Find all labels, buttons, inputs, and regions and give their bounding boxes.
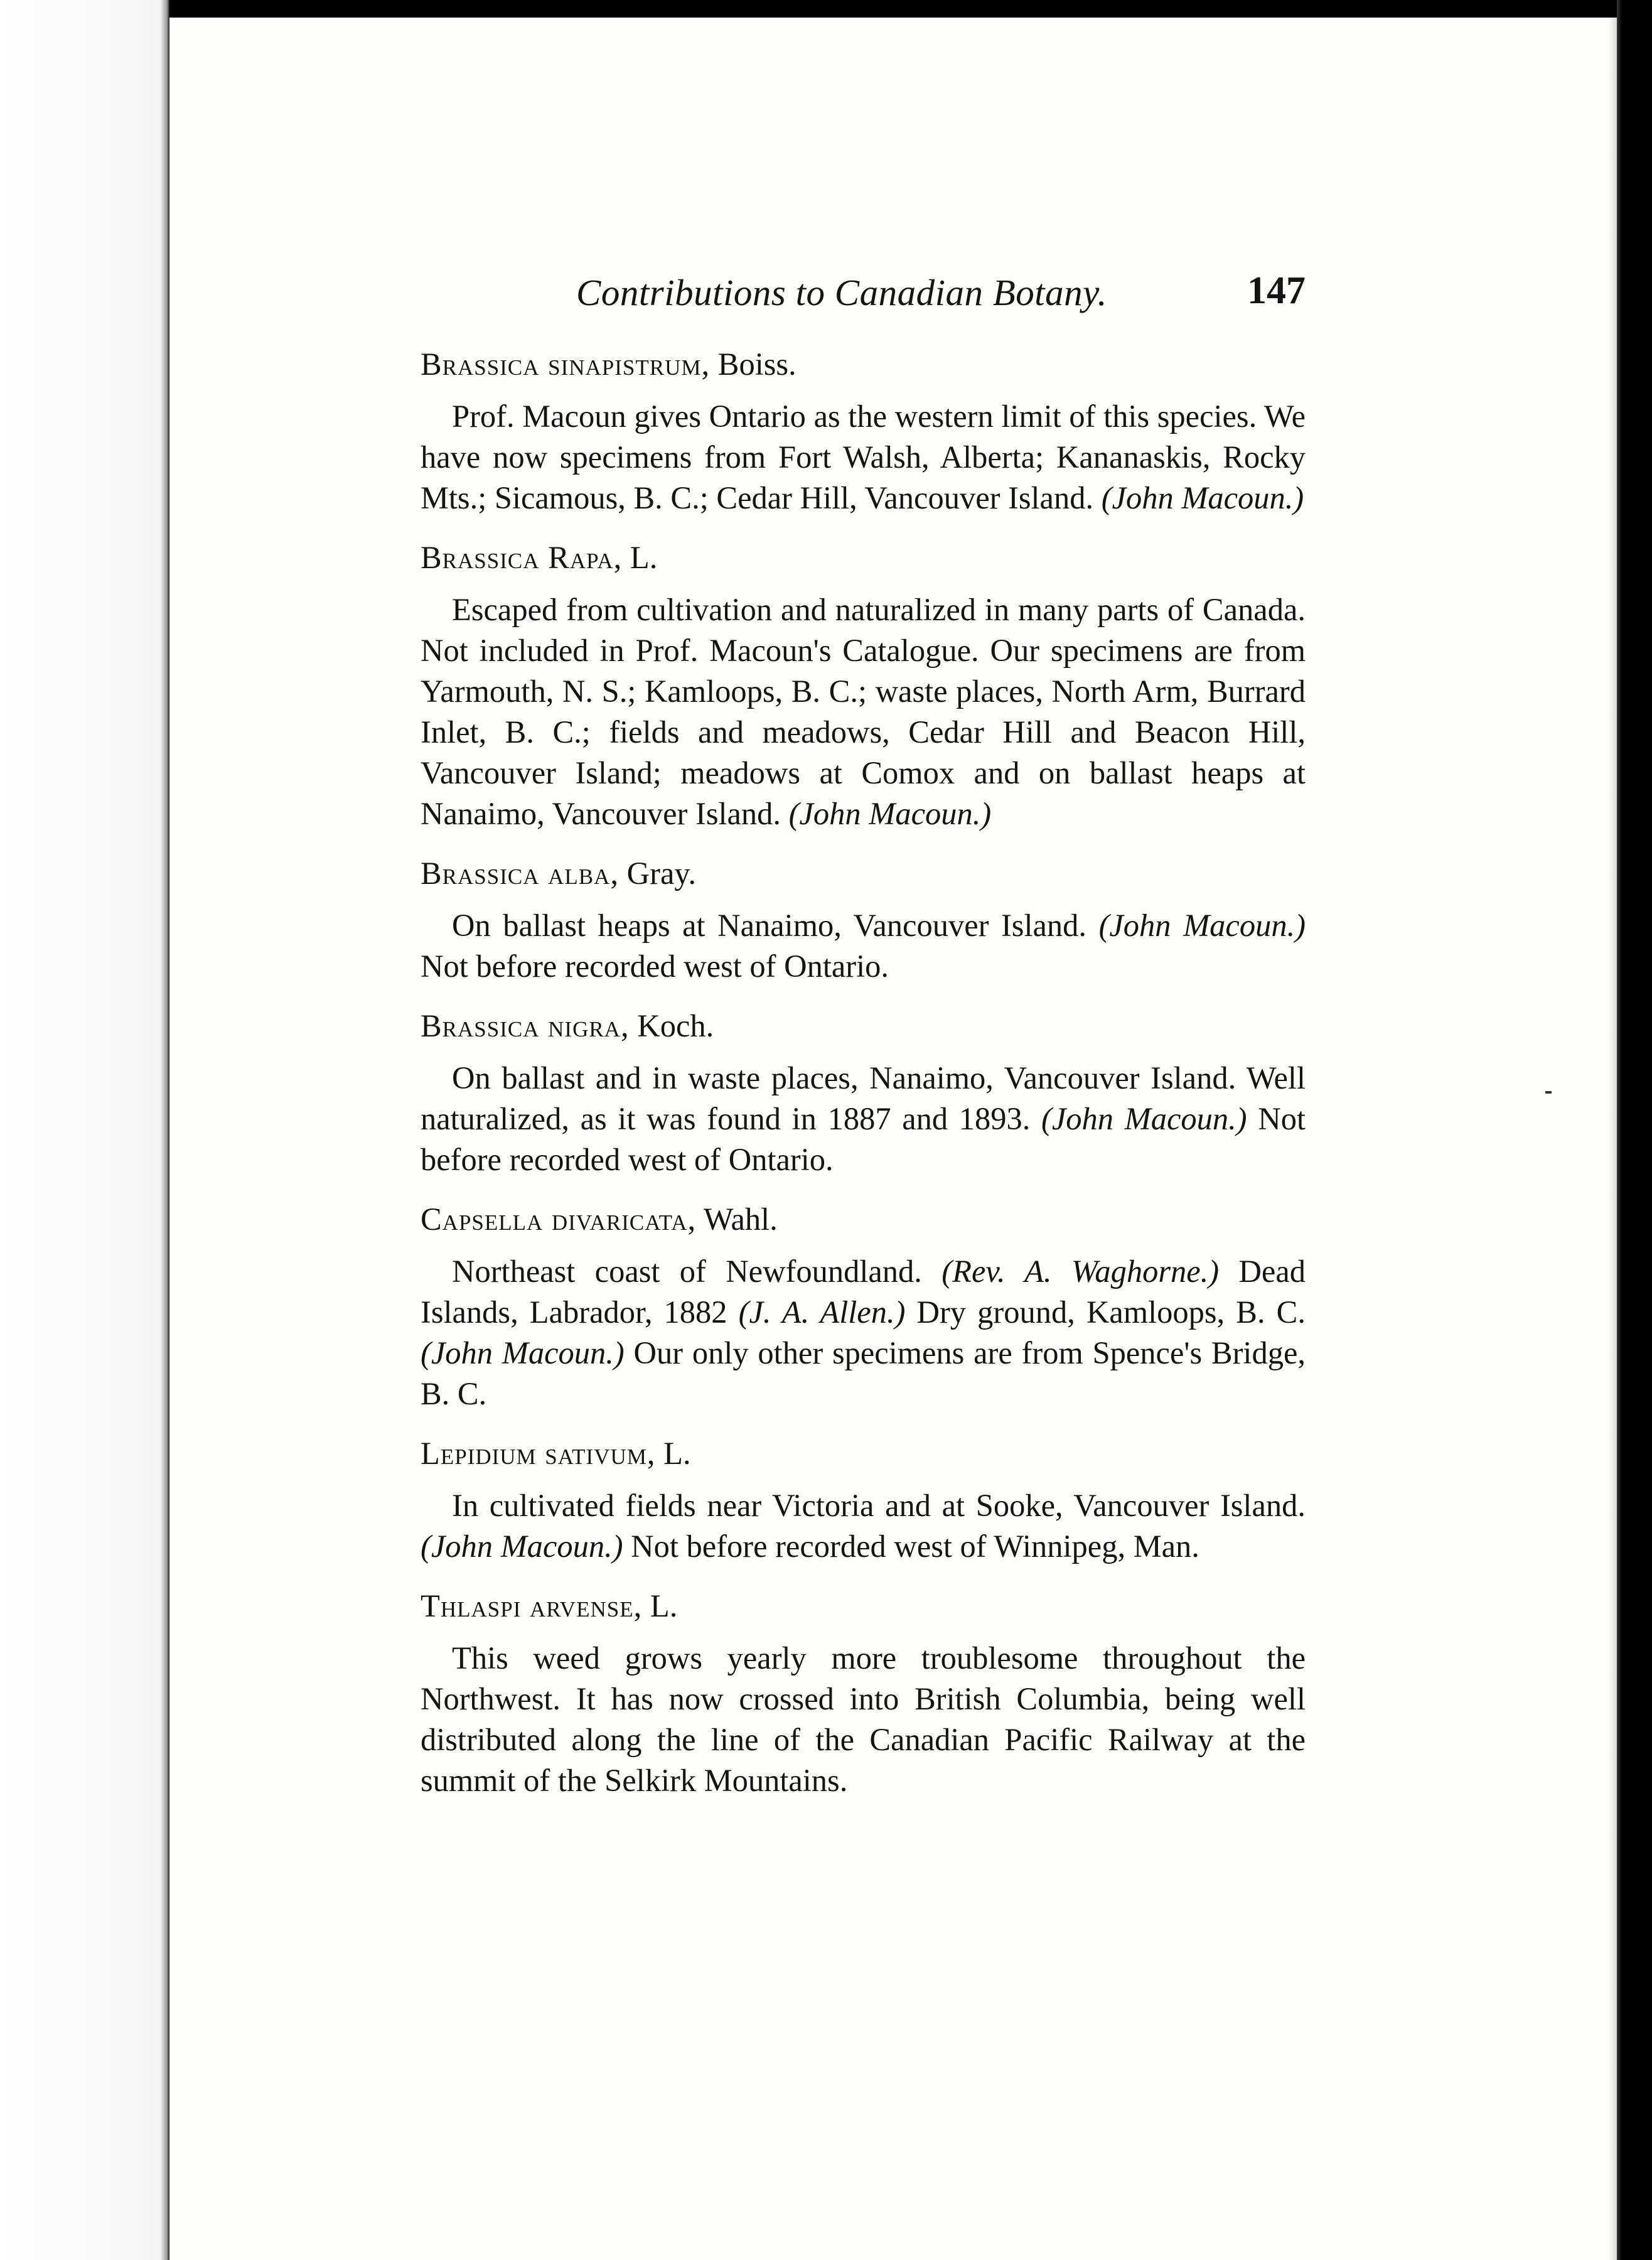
collector-citation: (John Macoun.) <box>421 1335 625 1370</box>
collector-citation: (Rev. A. Waghorne.) <box>941 1254 1220 1289</box>
description-text: Not before recorded west of Winnipeg, Man. <box>623 1529 1199 1564</box>
species-description <box>421 905 1306 987</box>
species-entry <box>421 853 1306 987</box>
species-authority: Boiss. <box>717 347 796 382</box>
description-text: Not before recorded west of Ontario. <box>421 949 889 984</box>
scan-speck <box>1545 1091 1552 1094</box>
species-authority: L. <box>650 1588 678 1623</box>
species-name: Brassica Rapa, <box>421 540 623 575</box>
species-description <box>421 1485 1306 1567</box>
description-text: Dead Islands, Labrador, 1882 <box>421 1254 1306 1330</box>
species-heading <box>421 1006 1306 1047</box>
description-text: In cultivated fields near Victoria and at Sooke, Vancouver Island. <box>452 1488 1306 1523</box>
collector-citation: (John Macoun.) <box>1101 480 1304 515</box>
species-authority: Koch. <box>637 1008 714 1043</box>
collector-citation: (John Macoun.) <box>1041 1101 1247 1136</box>
species-name: Brassica alba, <box>421 856 620 891</box>
species-name: Lepidium sativum, <box>421 1436 656 1471</box>
species-entry <box>421 1433 1306 1567</box>
scan-right-border <box>1617 0 1652 2260</box>
page-number: 147 <box>1247 269 1306 312</box>
species-name: Brassica nigra, <box>421 1008 630 1043</box>
running-title: Contributions to Canadian Botany. <box>576 272 1107 313</box>
species-description <box>421 1058 1306 1180</box>
species-heading <box>421 1433 1306 1474</box>
collector-citation: (John Macoun.) <box>1098 908 1306 943</box>
species-authority: L. <box>630 540 658 575</box>
species-description <box>421 589 1306 834</box>
species-name: Brassica sinapistrum, <box>421 347 711 382</box>
scan-left-margin <box>0 0 169 2260</box>
species-authority: Gray. <box>626 856 696 891</box>
scan-top-border <box>0 0 1652 18</box>
page-header <box>421 271 1306 321</box>
description-text: This weed grows yearly more troublesome throughout the Northwest. It has now crossed into British Columbia, being well distributed along the line of the Canadian Pacific Railway at the summit of the Selkirk Mountains. <box>421 1640 1306 1798</box>
description-text: On ballast heaps at Nanaimo, Vancouver Island. <box>452 908 1099 943</box>
collector-citation: (John Macoun.) <box>788 796 992 831</box>
species-description <box>421 396 1306 519</box>
species-entry <box>421 1199 1306 1414</box>
description-text: Escaped from cultivation and naturalized in many parts of Canada. Not included in Prof. Macoun's Catalogue. Our specimens are from Yarmouth, N. S.; Kamloops, B. C.; waste places, North Arm, Burrard Inlet, B. C.; fields and meadows, Cedar Hill and Beacon Hill, Vancouver Island; meadows at Comox and on ballast heaps at Nanaimo, Vancouver Island. <box>421 592 1306 831</box>
description-text: Prof. Macoun gives Ontario as the western limit of this species. We have now specimens from Fort Walsh, Alberta; Kananaskis, Rocky Mts.; Sicamous, B. C.; Cedar Hill, Vancouver Island. <box>421 399 1306 515</box>
species-entry <box>421 1006 1306 1180</box>
collector-citation: (John Macoun.) <box>421 1529 623 1564</box>
species-description <box>421 1638 1306 1801</box>
species-authority: L. <box>663 1436 691 1471</box>
species-entry <box>421 537 1306 834</box>
description-text: Northeast coast of Newfoundland. <box>452 1254 942 1289</box>
species-authority: Wahl. <box>703 1202 778 1237</box>
species-description <box>421 1251 1306 1414</box>
species-heading <box>421 853 1306 894</box>
species-entry <box>421 1586 1306 1801</box>
scan-right-shadow <box>1608 18 1617 2260</box>
description-text: Our only other specimens are from Spence's Bridge, B. C. <box>421 1335 1306 1411</box>
species-heading <box>421 537 1306 578</box>
species-entry <box>421 344 1306 519</box>
species-heading <box>421 1586 1306 1627</box>
species-heading <box>421 344 1306 385</box>
species-name: Thlaspi arvense, <box>421 1588 643 1623</box>
description-text: On ballast and in waste places, Nanaimo, Vancouver Island. Well naturalized, as it was found in 1887 and 1893. <box>421 1060 1306 1136</box>
description-text: Dry ground, Kamloops, B. C. <box>905 1294 1306 1330</box>
description-text: Not before recorded west of Ontario. <box>421 1101 1306 1177</box>
collector-citation: (J. A. Allen.) <box>738 1294 906 1330</box>
species-name: Capsella divaricata, <box>421 1202 697 1237</box>
page-body <box>421 344 1306 1820</box>
species-heading <box>421 1199 1306 1240</box>
